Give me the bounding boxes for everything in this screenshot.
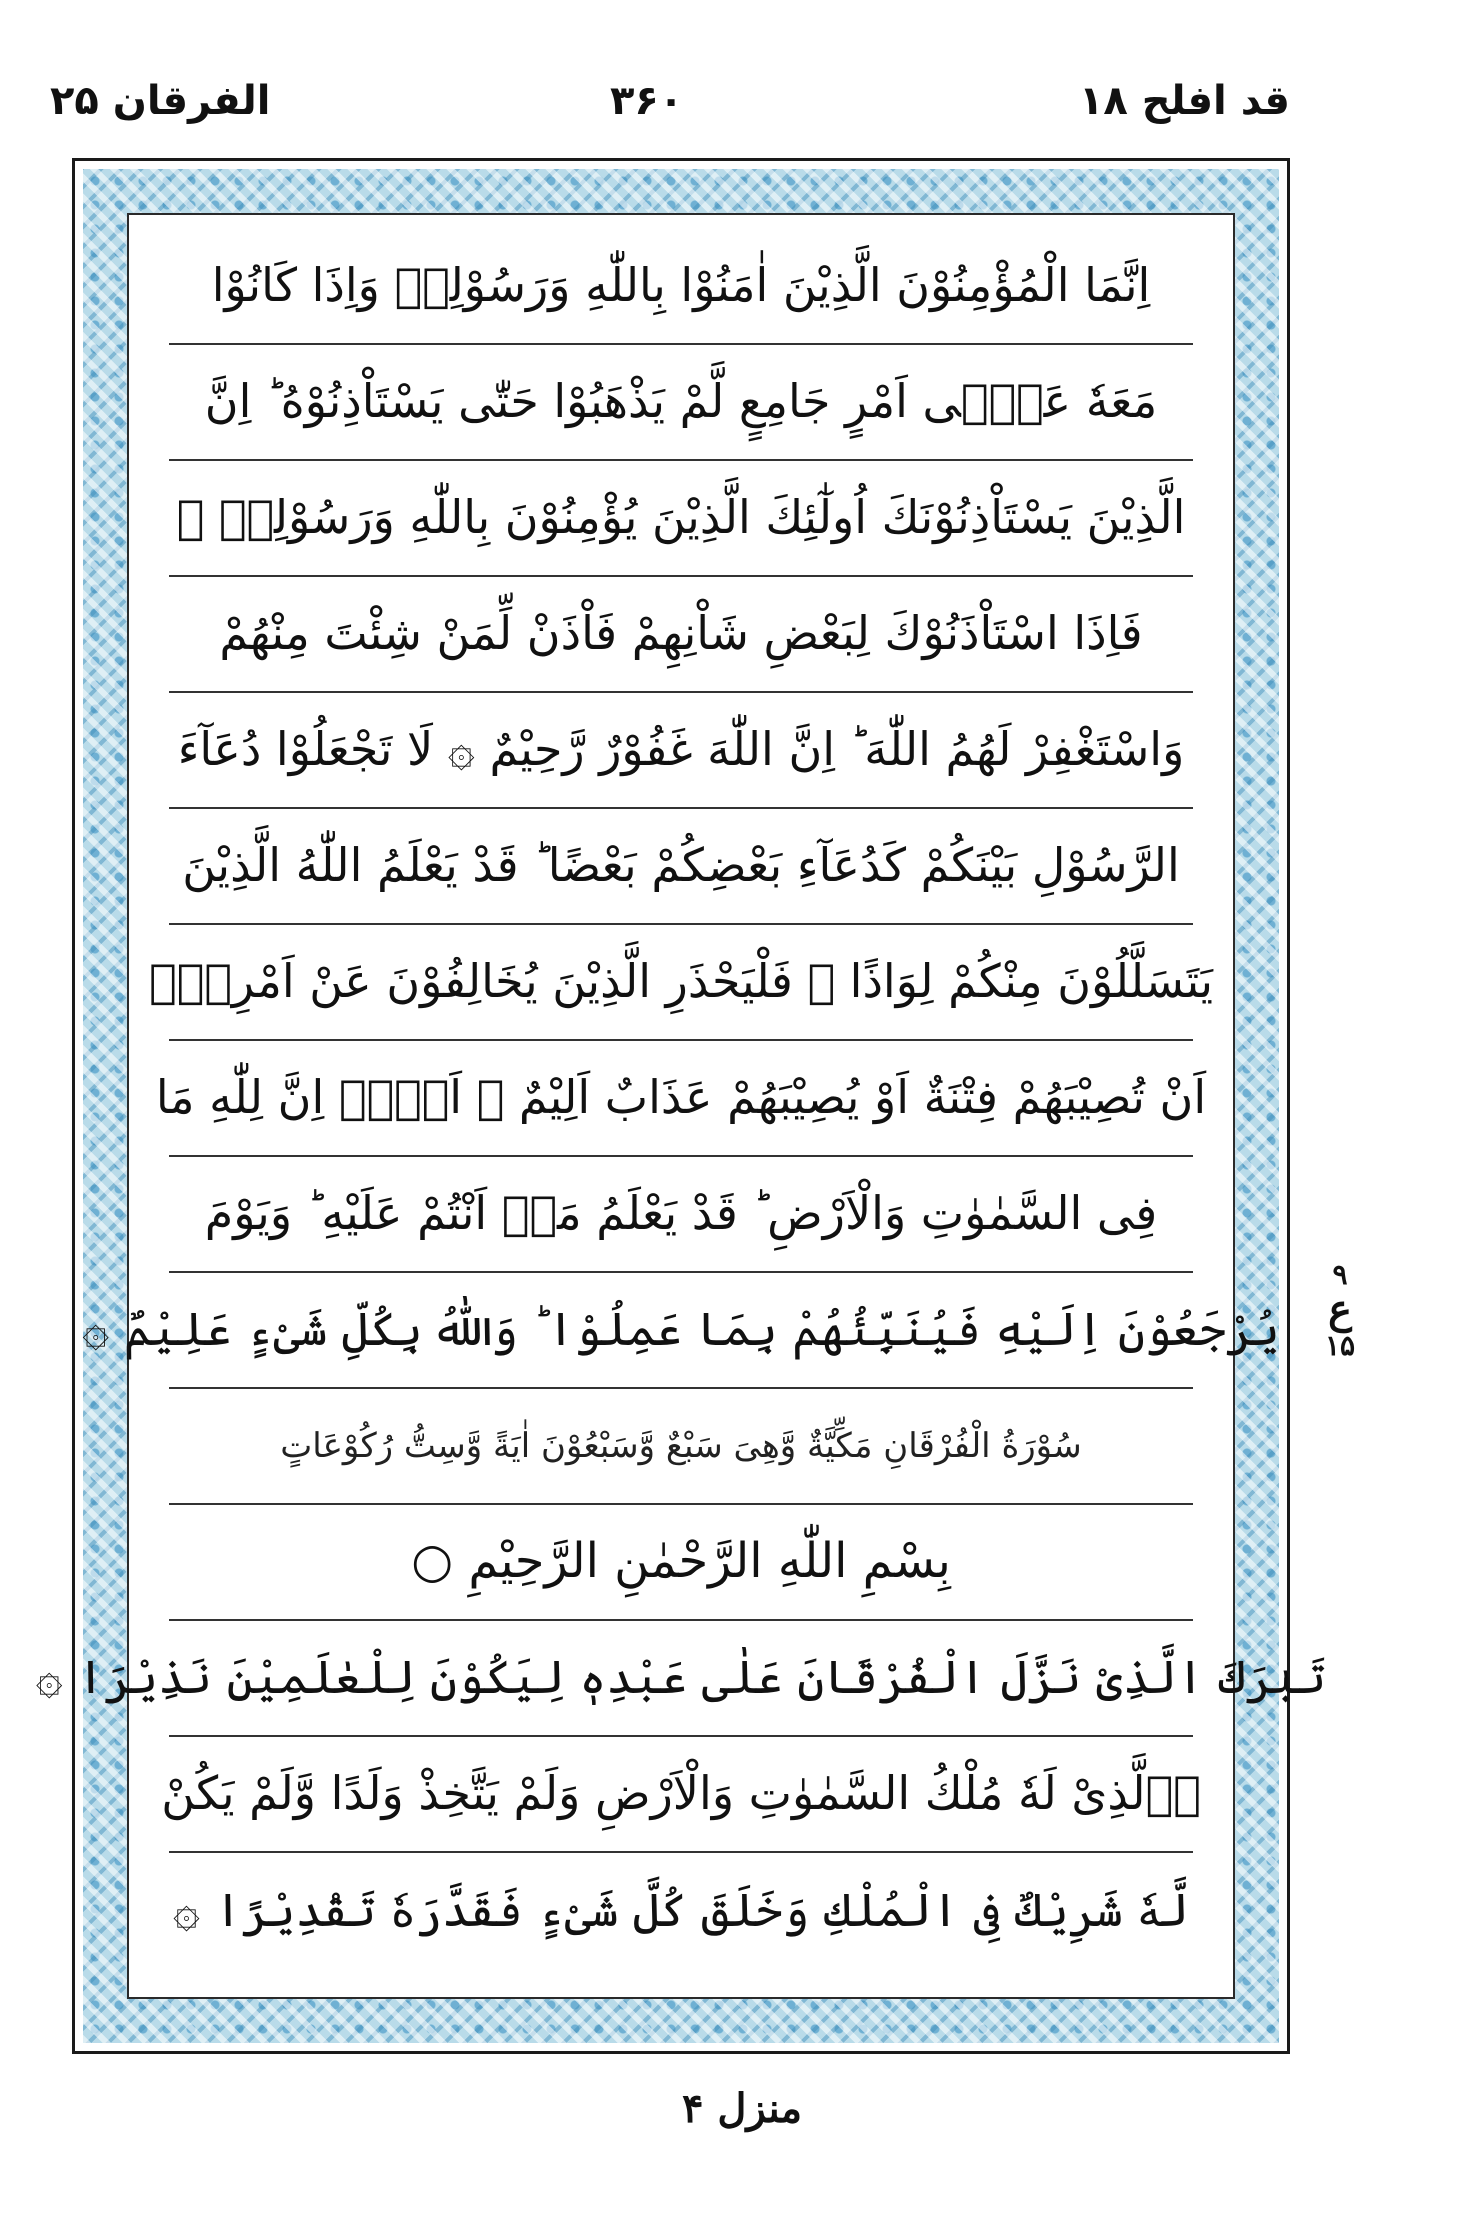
- page-frame: [35, 158, 1327, 2054]
- bismillah: بِسْمِ اللّٰهِ الرَّحْمٰنِ الرَّحِيْمِ ○: [169, 1505, 1193, 1621]
- verse-line: يُرْجَعُوْنَ اِلَيْهِ فَيُنَبِّئُهُمْ بِمَا عَمِلُوْا ؕ وَاللّٰهُ بِكُلِّ شَىْءٍ عَلِيْمٌ ۞: [169, 1273, 1193, 1389]
- page-number: ۳۶۰: [610, 78, 684, 124]
- verse-line: الرَّسُوْلِ بَيْنَكُمْ كَدُعَآءِ بَعْضِكُمْ بَعْضًا ؕ قَدْ يَعْلَمُ اللّٰهُ الَّذِيْنَ: [169, 809, 1193, 925]
- verse-line: اَنْ تُصِيْبَهُمْ فِتْنَةٌ اَوْ يُصِيْبَهُمْ عَذَابٌ اَلِيْمٌ ۞ اَلَاۤ اِنَّ لِلّٰهِ مَا: [169, 1041, 1193, 1157]
- manzil-label: منزل ۴: [681, 2085, 803, 2132]
- page-header: [50, 78, 1290, 148]
- ruku-count: ۱۵: [1324, 1329, 1356, 1363]
- verse-line: اۨلَّذِىْ لَهٗ مُلْكُ السَّمٰوٰتِ وَالْاَرْضِ وَلَمْ يَتَّخِذْ وَلَدًا وَّلَمْ يَكُنْ: [169, 1737, 1193, 1853]
- verse-lines: [35, 229, 1327, 1969]
- verse-line: الَّذِيْنَ يَسْتَاْذِنُوْنَكَ اُولٰٓئِكَ الَّذِيْنَ يُؤْمِنُوْنَ بِاللّٰهِ وَرَسُوْلِهٖ ۚ: [169, 461, 1193, 577]
- verse-line: يَتَسَلَّلُوْنَ مِنْكُمْ لِوَاذًا ۚ فَلْيَحْذَرِ الَّذِيْنَ يُخَالِفُوْنَ عَنْ اَمْرِهٖۤ: [169, 925, 1193, 1041]
- ruku-marker: [1310, 1260, 1370, 1361]
- ruku-number: ۹: [1332, 1258, 1348, 1291]
- surah-name: الفرقان ۲۵: [50, 78, 271, 124]
- ruku-ain: ع: [1328, 1286, 1352, 1334]
- verse-line: اِنَّمَا الْمُؤْمِنُوْنَ الَّذِيْنَ اٰمَنُوْا بِاللّٰهِ وَرَسُوْلِهٖ وَاِذَا كَانُوْا: [169, 229, 1193, 345]
- verse-line: لَّهٗ شَرِيْكٌ فِى الْمُلْكِ وَخَلَقَ كُلَّ شَىْءٍ فَقَدَّرَهٗ تَقْدِيْرًا ۞: [173, 1883, 1189, 1938]
- verse-line: فَاِذَا اسْتَاْذَنُوْكَ لِبَعْضِ شَاْنِهِمْ فَاْذَنْ لِّمَنْ شِئْتَ مِنْهُمْ: [169, 577, 1193, 693]
- text-area: [35, 213, 1327, 1999]
- juz-name: قد افلح ۱۸: [1078, 78, 1290, 124]
- verse-line: تَبٰرَكَ الَّذِىْ نَزَّلَ الْفُرْقَانَ عَلٰى عَبْدِهٖ لِيَكُوْنَ لِلْعٰلَمِيْنَ نَذِيْرَا ۞: [169, 1621, 1193, 1737]
- verse-line: مَعَهٗ عَلٰۤى اَمْرٍ جَامِعٍ لَّمْ يَذْهَبُوْا حَتّٰى يَسْتَاْذِنُوْهُ ؕ اِنَّ: [169, 345, 1193, 461]
- surah-title: سُوْرَةُ الْفُرْقَانِ مَكِّيَّةٌ وَّهِىَ سَبْعٌ وَّسَبْعُوْنَ اٰيَةً وَّسِتُّ رُكُوْعَاتٍ: [169, 1389, 1193, 1505]
- verse-line: فِى السَّمٰوٰتِ وَالْاَرْضِ ؕ قَدْ يَعْلَمُ مَاۤ اَنْتُمْ عَلَيْهِ ؕ وَيَوْمَ: [169, 1157, 1193, 1273]
- verse-line: وَاسْتَغْفِرْ لَهُمُ اللّٰهَ ؕ اِنَّ اللّٰهَ غَفُوْرٌ رَّحِيْمٌ ۞ لَا تَجْعَلُوْا دُعَآءَ: [169, 693, 1193, 809]
